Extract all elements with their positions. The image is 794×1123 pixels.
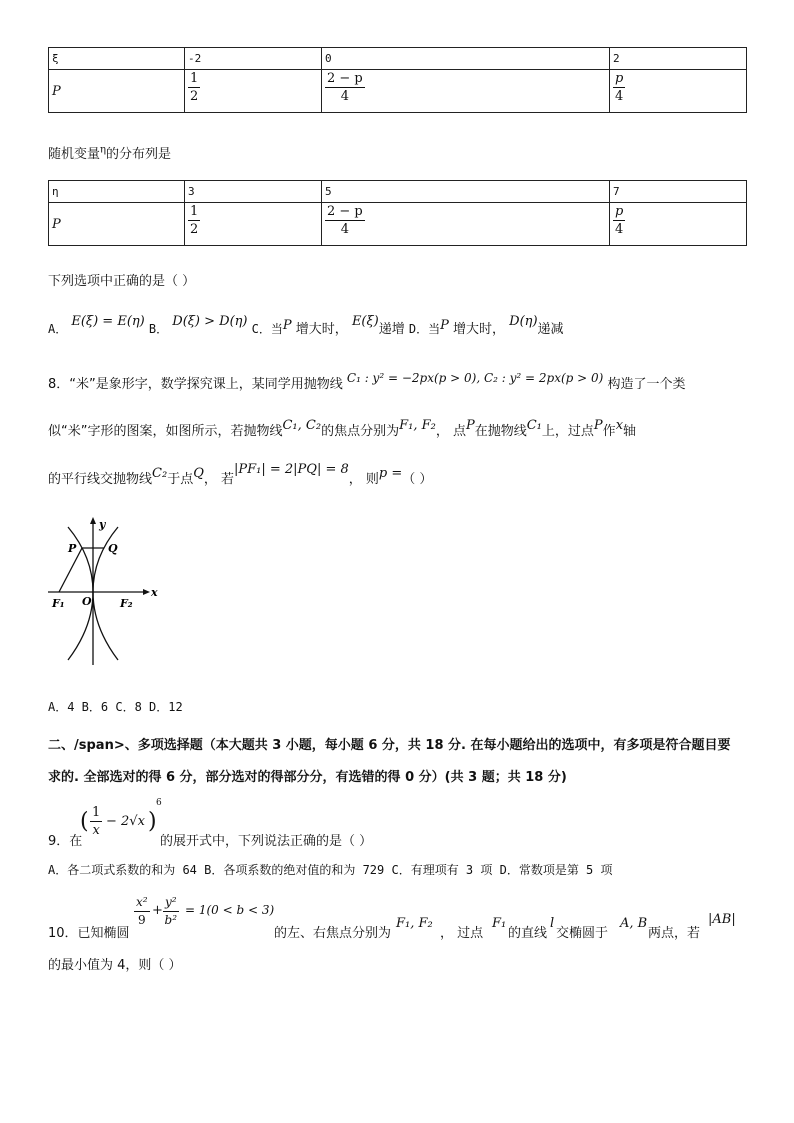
q8-text: 的平行线交抛物线 (48, 472, 153, 487)
q7-prompt: 下列选项中正确的是（ ） (48, 274, 196, 289)
q8-math: C₁ (526, 418, 542, 433)
q8-text: （ ） (402, 472, 433, 487)
table-row (49, 70, 747, 113)
table-cell (185, 203, 322, 246)
q8-math: C₂ (152, 466, 168, 481)
table-cell: -2 (185, 48, 322, 70)
q8-math: F₁, F₂ (399, 418, 436, 433)
denominator: b² (164, 913, 178, 927)
q9-text: 的展开式中，下列说法正确的是（ ） (160, 834, 373, 849)
q8-text: 8．“米”是象形字，数学探究课上，某同学用抛物线 (48, 377, 343, 392)
q10-text: 两点，若 (648, 926, 701, 941)
fraction (613, 203, 625, 238)
intro-text: 随机变量 (48, 147, 101, 162)
q8-math: Q (193, 466, 204, 481)
option-label: A． (48, 322, 68, 336)
table-cell: 7 (610, 181, 747, 203)
q8-text: 轴 (623, 424, 637, 439)
table-row (49, 48, 747, 70)
q8-math: P (465, 418, 475, 433)
numerator: 1 (92, 805, 101, 820)
fraction (90, 804, 102, 839)
option-text: 递增 (378, 322, 405, 337)
numerator: 1 (190, 204, 199, 219)
q9-math: − 2√x (106, 814, 145, 829)
q8-text: 于点 (167, 472, 194, 487)
q8-line-3 (48, 462, 433, 487)
label-q: Q (108, 542, 118, 555)
fraction (188, 203, 200, 238)
option-label: B． (148, 322, 169, 336)
numerator: 1 (190, 71, 199, 86)
q9-options: A．各二项式系数的和为 64 B．各项系数的绝对值的和为 729 C．有理项有 3 项 D．常数项是第 5 项 (48, 863, 613, 877)
table-cell (185, 70, 322, 113)
option-text: 增大时， (295, 322, 348, 337)
label-x: x (151, 586, 158, 599)
denominator: 4 (615, 222, 624, 237)
numerator: y² (163, 894, 179, 912)
q10-math: |AB| (708, 912, 736, 927)
q8-text: 的焦点分别为 (321, 424, 400, 439)
table-cell (610, 203, 747, 246)
label-y: y (99, 518, 106, 531)
intro-var: η (100, 144, 107, 156)
q8-math: C₁, C₂ (282, 418, 322, 433)
q8-line-2 (48, 420, 636, 439)
table-cell: 0 (322, 48, 610, 70)
row-label: P (52, 216, 61, 232)
q8-math: P (593, 418, 603, 433)
denominator: 4 (340, 89, 350, 104)
q8-text: 似“米”字形的图案，如图所示，若抛物线 (48, 424, 283, 439)
denominator: 2 (190, 89, 199, 104)
table-cell: ξ (49, 48, 185, 70)
fraction (163, 894, 179, 929)
q8-text: 上，过点 (541, 424, 594, 439)
y-axis-arrow (90, 517, 96, 524)
table-cell: 2 (610, 48, 747, 70)
table-cell (49, 203, 185, 246)
q9-text: 9．在 (48, 834, 83, 849)
plus-sign: + (152, 903, 163, 918)
table-cell: 5 (322, 181, 610, 203)
fraction (325, 203, 365, 238)
table-cell (322, 203, 610, 246)
q8-options: A．4 B．6 C．8 D．12 (48, 700, 183, 714)
numerator: x² (134, 894, 150, 912)
q10-text: ， 过点 (440, 926, 484, 941)
label-o: O (82, 595, 92, 608)
denominator: 4 (340, 222, 350, 237)
numerator: 2 − p (327, 71, 363, 86)
q10-math: l (550, 916, 555, 931)
table-cell (49, 70, 185, 113)
fraction (188, 70, 200, 105)
parabola-figure (44, 515, 164, 670)
section2-line-2: 求的. 全部选对的得 6 分，部分选对的得部分分，有选错的得 0 分）(共 3 题；共 18 分) (48, 770, 567, 785)
option-var: P (282, 318, 292, 333)
numerator: 2 − p (327, 204, 363, 219)
row-label: P (52, 83, 61, 99)
q10-math: A, B (620, 916, 648, 931)
open-paren: ( (80, 809, 89, 834)
numerator: p (615, 71, 624, 86)
q8-math: C₁ : y² = −2px(p > 0), C₂ : y² = 2px(p > 0) (346, 371, 604, 385)
denominator: 9 (137, 913, 146, 927)
q10-line-2: 的最小值为 4，则（ ） (48, 958, 182, 973)
q10-text: 的左、右焦点分别为 (274, 926, 392, 941)
fraction (134, 894, 150, 929)
option-var: P (440, 318, 449, 333)
q10-math: F₁, F₂ (396, 916, 433, 931)
table-cell: η (49, 181, 185, 203)
option-text: 增大时， (453, 322, 506, 337)
distribution-table-eta (48, 180, 747, 246)
table-cell: 3 (185, 181, 322, 203)
q7-options (48, 314, 564, 337)
close-paren: ) (148, 809, 157, 834)
q10-math: F₁ (492, 916, 507, 931)
q10-text: 的直线 (508, 926, 548, 941)
q8-text: 作 (602, 424, 616, 439)
q10-text: 10．已知椭圆 (48, 926, 130, 941)
label-p: P (68, 542, 77, 555)
fraction (325, 70, 365, 105)
option-math: D(ξ) > D(η) (172, 314, 248, 329)
intro-text: 的分布列是 (106, 147, 172, 162)
table-row (49, 203, 747, 246)
numerator: p (615, 204, 624, 219)
q8-text: ， 若 (203, 472, 235, 487)
q8-math: |PF₁| = 2|PQ| = 8 (234, 462, 349, 477)
label-f2: F₂ (120, 597, 133, 610)
distribution-table-xi (48, 47, 747, 113)
denominator: x (92, 823, 100, 838)
table-cell (322, 70, 610, 113)
q8-text: 在抛物线 (474, 424, 527, 439)
x-axis-arrow (143, 589, 150, 595)
table2-intro (48, 143, 171, 162)
section2-line-1: 二、/span>、多项选择题（本大题共 3 小题，每小题 6 分，共 18 分. 在每小题给出的选项中，有多项是符合题目要 (48, 738, 731, 753)
q8-text: ， 点 (435, 424, 466, 439)
fraction (613, 70, 625, 105)
q10-math: = 1(0 < b < 3) (185, 903, 275, 917)
exponent: 6 (156, 798, 162, 808)
option-math: E(ξ) (351, 314, 379, 329)
q8-math: x (615, 418, 624, 433)
denominator: 2 (190, 222, 199, 237)
table-cell (610, 70, 747, 113)
option-text: 递减 (537, 322, 564, 337)
q8-math: p = (378, 466, 403, 481)
q8-text: 构造了一个类 (607, 377, 686, 392)
q10-text: 交椭圆于 (556, 926, 609, 941)
option-math: E(ξ) = E(η) (71, 314, 145, 329)
q8-line-1 (48, 373, 686, 392)
q8-text: ， 则 (348, 472, 379, 487)
label-f1: F₁ (52, 597, 65, 610)
option-label: C．当 (251, 322, 283, 336)
table-row (49, 181, 747, 203)
option-math: D(η) (509, 314, 538, 329)
denominator: 4 (615, 89, 624, 104)
option-label: D．当 (408, 322, 441, 336)
